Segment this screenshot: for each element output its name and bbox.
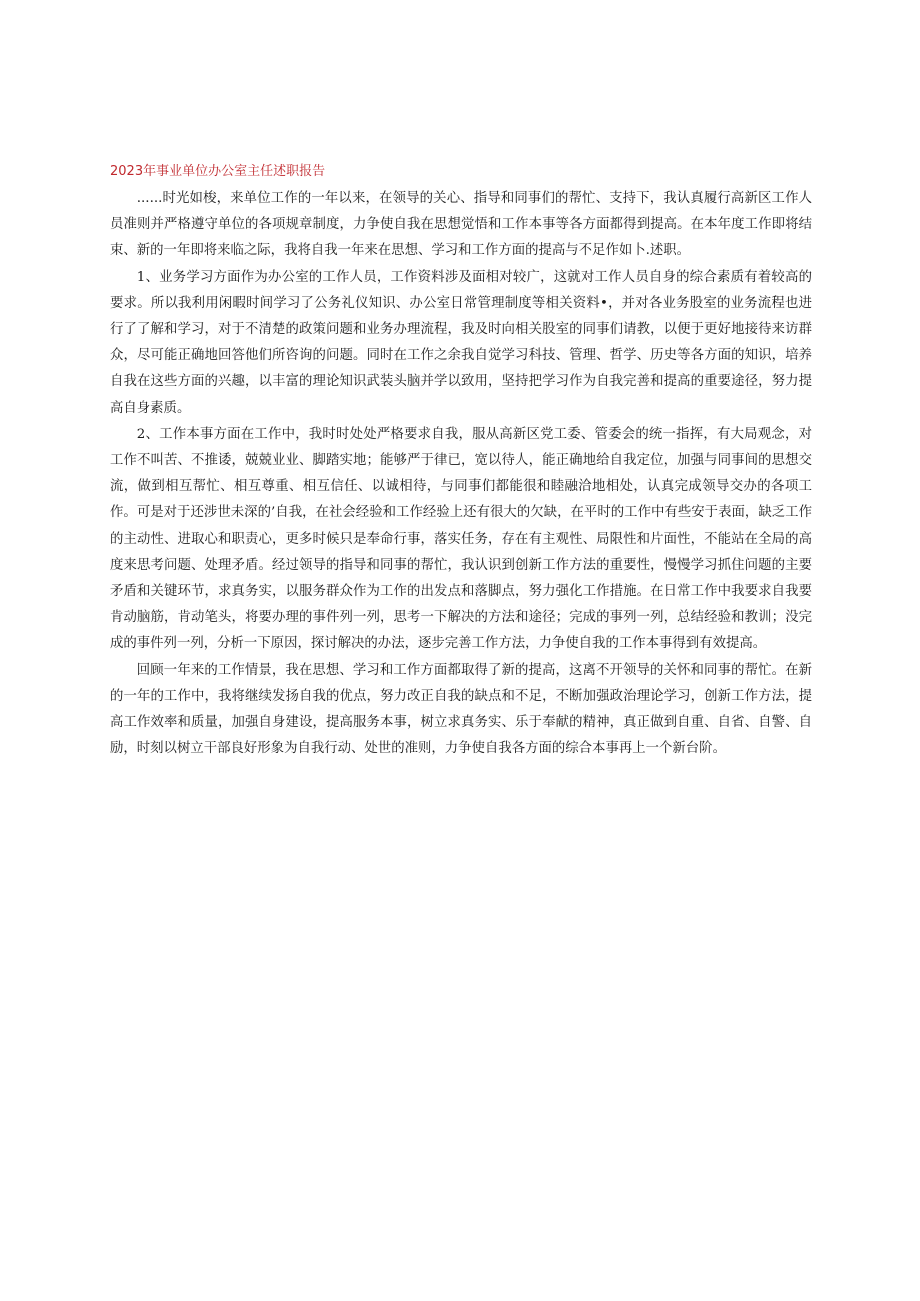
paragraph-review: 回顾一年来的工作情景，我在思想、学习和工作方面都取得了新的提高，这离不开领导的关怀和同事的帮忙。在新的一年的工作中，我将继续发扬自我的优点，努力改正自我的缺点和不足，不断加强政治理论学习，创新工作方法，提高工作效率和质量，加强自身建设，提高服务本事，树立求真务实、乐于奉献的精神，真正做到自重、自省、自警、自励，时刻以树立干部良好形象为自我行动、处世的准则，力争使自我各方面的综合本事再上一个新台阶。	[110, 662, 812, 757]
paragraph-intro: ......时光如梭，来单位工作的一年以来，在领导的关心、指导和同事们的帮忙、支持下，我认真履行高新区工作人员准则并严格遵守单位的各项规章制度，力争使自我在思想觉悟和工作本事等各方面都得到提高。在本年度工作即将结束、新的一年即将来临之际，我将自我一年来在思想、学习和工作方面的提高与不足作如卜.述职。	[110, 191, 812, 259]
paragraph-work-ability: 2、工作本事方面在工作中，我时时处处严格要求自我，服从高新区党工委、管委会的统一指挥，有大局观念，对工作不叫苦、不推诿，兢兢业业、脚踏实地；能够严于律已，宽以待人，能正确地给自我定位，加强与同事间的思想交流，做到相互帮忙、相互尊重、相互信任、以诚相待，与同事们都能很和睦融洽地相处，认真完成领导交办的各项工作。可是对于还涉世未深的’自我，在社会经验和工作经验上还有很大的欠缺，在平时的工作中有些安于表面，缺乏工作的主动性、进取心和职责心，更多时候只是奉命行事，落实任务，存在有主观性、局限性和片面性，不能站在全局的高度来思考问题、处理矛盾。经过领导的指导和同事的帮忙，我认识到创新工作方法的重要性，慢慢学习抓住问题的主要矛盾和关键环节，求真务实，以服务群众作为工作的出发点和落脚点，努力强化工作措施。在日常工作中我要求自我要肯动脑筋，肯动笔头，将要办理的事件列一列，思考一下解决的方法和途径；完成的事列一列，总结经验和教训；没完成的事件列一列，分析一下原因，探讨解决的办法，逐步完善工作方法，力争使自我的工作本事得到有效提高。	[110, 426, 812, 652]
paragraph-business-study: 1、业务学习方面作为办公室的工作人员，工作资料涉及面相对较广，这就对工作人员自身的综合素质有着较高的要求。所以我利用闲暇时间学习了公务礼仪知识、办公室日常管理制度等相关资料•，并对各业务股室的业务流程也进行了了解和学习，对于不清楚的政策问题和业务办理流程，我及时向相关股室的同事们请教，以便于更好地接待来访群众，尽可能正确地回答他们所咨询的问题。同时在工作之余我自觉学习科技、管理、哲学、历史等各方面的知识，培养自我在这些方面的兴趣，以丰富的理论知识武装头脑并学以致用，坚持把学习作为自我完善和提高的重要途径，努力提高自身素质。	[110, 269, 812, 416]
document-body	[110, 186, 812, 762]
document-title: 2023年事业单位办公室主任述职报告	[110, 164, 326, 179]
